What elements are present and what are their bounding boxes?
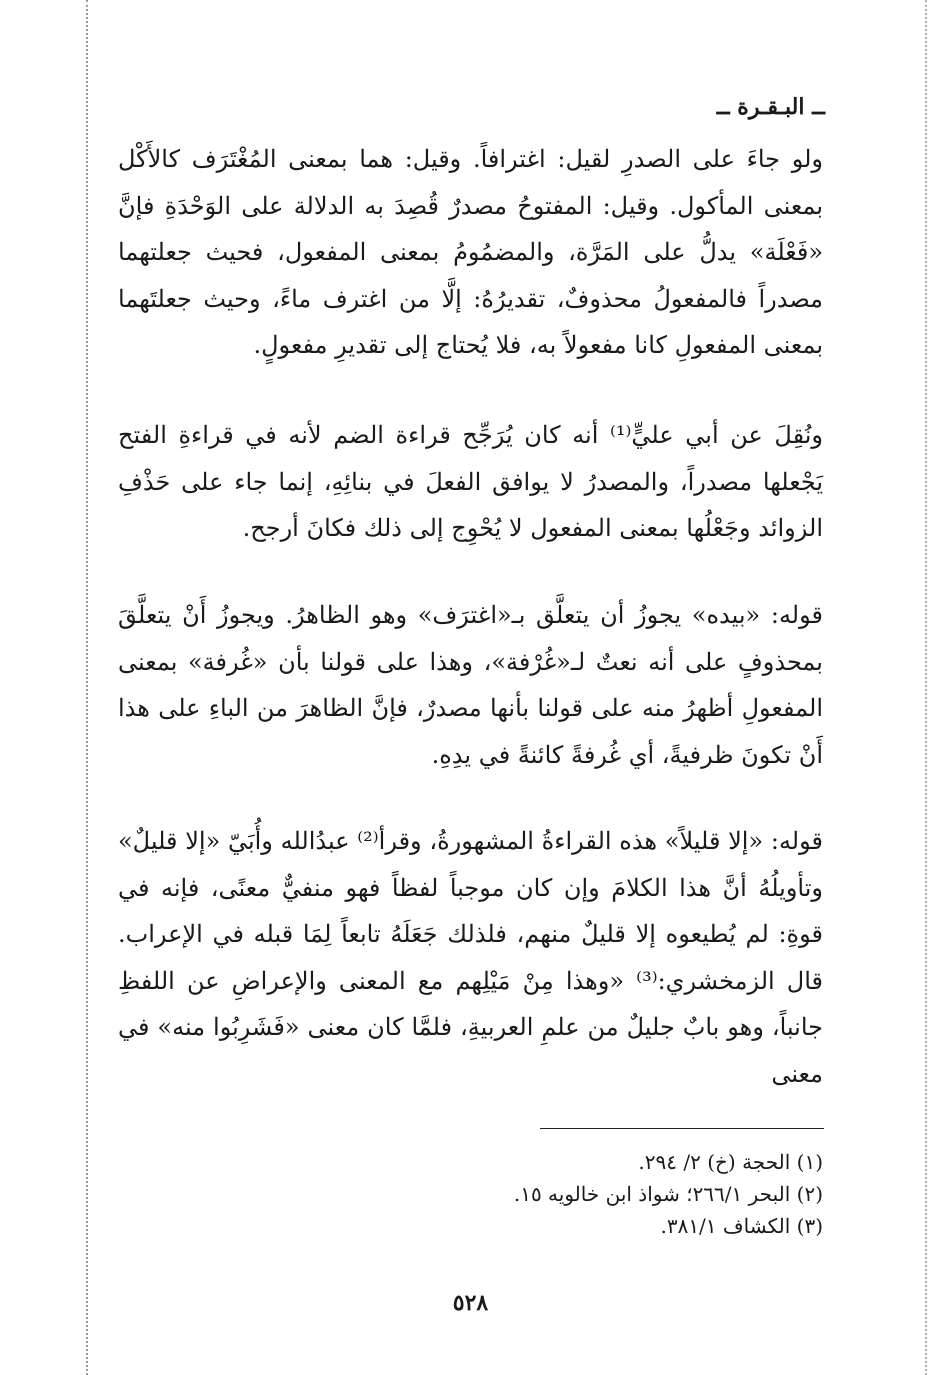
paragraph-3	[118, 592, 823, 778]
paragraph-text: ونُقِلَ عن أبي عليٍّ⁽¹⁾ أنه كان يُرَجِّح قراءة الضم لأنه في قراءةِ الفتح يَجْعلها مصدراً، والمصدرُ لا يوافق الفعلَ في بنائِهِ، إنما جاء على حَذْفِ الزوائد وجَعْلُها بمعنى المفعول لا يُحْوِج إلى ذلك فكانَ أرجح.	[118, 421, 824, 542]
paragraph-2	[118, 412, 823, 552]
paragraph-text: قوله: «إلا قليلاً» هذه القراءةُ المشهورةُ، وقرأ⁽²⁾ عبدُالله وأُبَيّ «إلا قليلٌ» وتأويلُهُ أنَّ هذا الكلامَ وإن كان موجباً لفظاً فهو منفيٌّ معنًى، فإنه في قوةِ: لم يُطيعوه إلا قليلٌ منهم، فلذلك جَعَلَهُ تابعاً لِمَا قبله في الإعراب. قال الزمخشري:⁽³⁾ «وهذا مِنْ مَيْلِهم مع المعنى والإعراضِ عن اللفظِ جانباً، وهو بابٌ جليلٌ من علمِ العربيةِ، فلمَّا كان معنى «فَشَرِبُوا منه» في معنى	[118, 827, 824, 1088]
footnote-1: (١) الحجة (خ) ٢/ ٢٩٤.	[638, 1150, 823, 1174]
scan-margin-dotted-line-right	[925, 0, 927, 1375]
footnote-separator	[540, 1128, 824, 1129]
footnote-3: (٣) الكشاف ٣٨١/١.	[660, 1214, 823, 1238]
paragraph-1	[118, 136, 823, 369]
paragraph-text: ولو جاءَ على الصدرِ لقيل: اغترافاً. وقيل: هما بمعنى المُغْتَرَف كالأَكْل بمعنى المأكول. وقيل: المفتوحُ مصدرٌ قُصِدَ به الدلالة على الوَحْدَةِ فإنَّ «فَعْلَة» يدلُّ على المَرَّة، والمضمُومُ بمعنى المفعول، فحيث جعلتهما مصدراً فالمفعولُ محذوفٌ، تقديرُهُ: إلَّا من اغترف ماءً، وحيث جعلتَهما بمعنى المفعولِ كانا مفعولاً به، فلا يُحتاج إلى تقديرِ مفعولٍ.	[118, 145, 823, 359]
footnotes	[300, 1146, 823, 1242]
running-header: ــ البـقـرة ــ	[716, 94, 825, 120]
footnote-2: (٢) البحر ٢٦٦/١؛ شواذ ابن خالويه ١٥.	[513, 1182, 823, 1206]
page-number: ٥٢٨	[452, 1290, 489, 1316]
paragraph-text: قوله: «بيده» يجوزُ أن يتعلَّق بـ«اغترَف» وهو الظاهرُ. ويجوزُ أَنْ يتعلَّقَ بمحذوفٍ على أنه نعتٌ لـ«غُرْفة»، وهذا على قولنا بأن «غُرفة» بمعنى المفعولِ أظهرُ منه على قولنا بأنها مصدرٌ، فإنَّ الظاهرَ من الباءِ على هذا أَنْ تكونَ ظرفيةً، أي غُرفةً كائنةً في يدِهِ.	[118, 601, 823, 769]
paragraph-4	[118, 818, 823, 1097]
scan-margin-dotted-line-left	[86, 0, 88, 1375]
